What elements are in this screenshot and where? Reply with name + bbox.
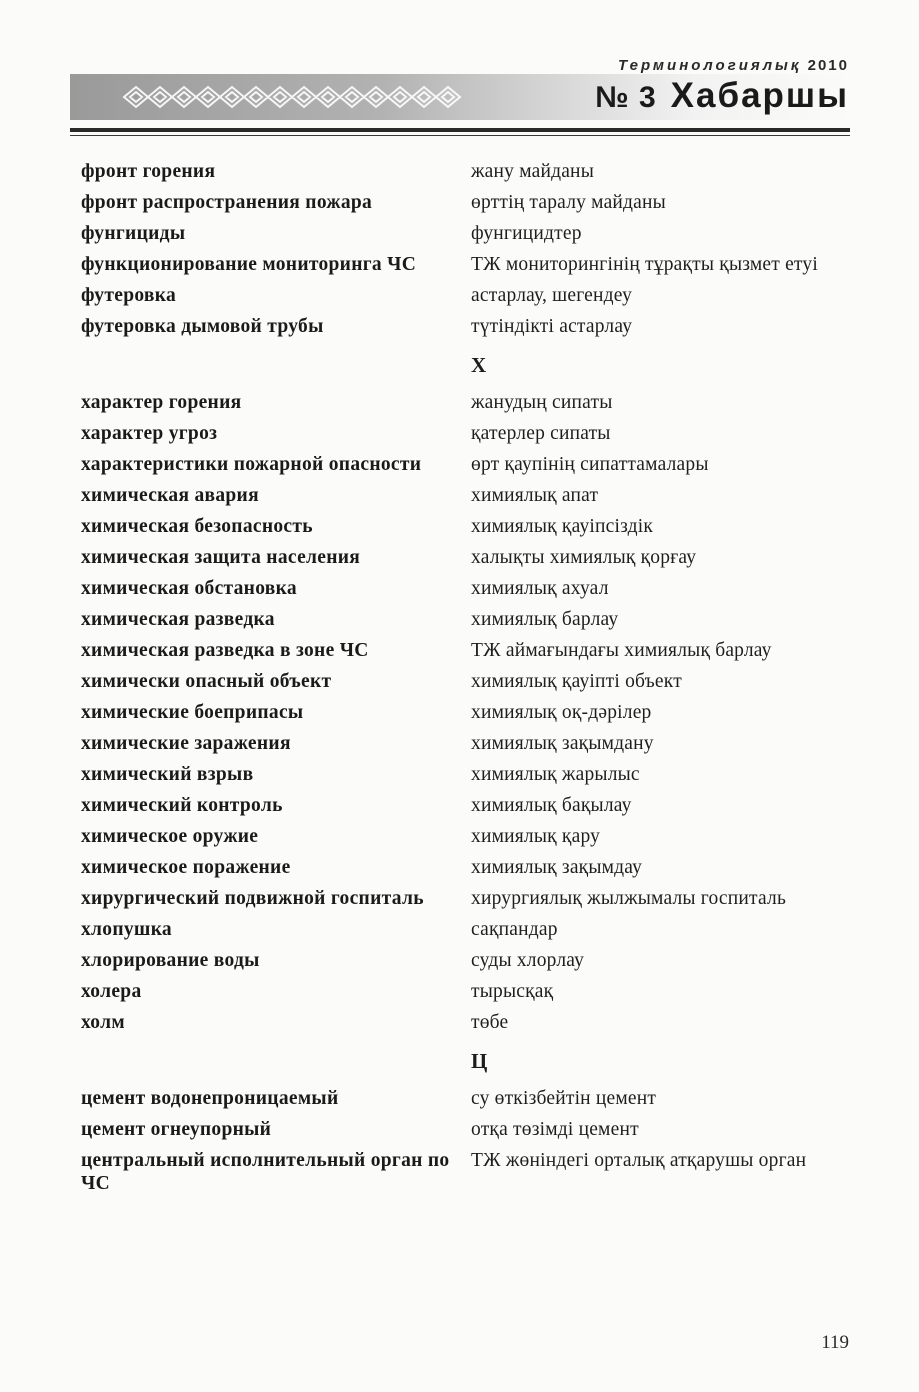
glossary-entry [81,918,851,941]
kazakh-term: отқа төзімді цемент [471,1119,639,1140]
russian-term: центральный исполнительный орган по ЧС [81,1150,450,1194]
russian-term: фронт распространения пожара [81,192,373,213]
kazakh-term: сақпандар [471,919,558,940]
kazakh-term: химиялық қауіпті объект [471,671,682,692]
russian-term: цемент водонепроницаемый [81,1088,339,1109]
glossary-entry [81,422,851,445]
kazakh-term: өрт қаупінің сипаттамалары [471,454,709,475]
russian-term: химическая защита населения [81,547,361,568]
russian-term: химическая безопасность [81,516,313,537]
russian-term: химически опасный объект [81,671,332,692]
glossary-entry [81,315,851,338]
kazakh-term: химиялық жарылыс [471,764,640,785]
russian-term: функционирование мониторинга ЧС [81,254,417,275]
section-letter: Х [471,353,487,377]
glossary-entry [81,608,851,631]
russian-term: характер горения [81,392,242,413]
russian-term: химический взрыв [81,764,254,785]
page-number: 119 [821,1332,849,1353]
glossary-entry [81,1118,851,1141]
kazakh-term: химиялық қауіпсіздік [471,516,654,537]
russian-term: химическое оружие [81,826,259,847]
section-letter-row [81,353,851,377]
russian-term: цемент огнеупорный [81,1119,272,1140]
glossary-entry [81,160,851,183]
kazakh-term: химиялық бақылау [471,795,632,816]
letter-spacer [81,353,471,377]
kazakh-term: хирургиялық жылжымалы госпиталь [471,888,787,909]
glossary-entry [81,639,851,662]
glossary-entry [81,825,851,848]
kazakh-term: түтіндікті астарлау [471,316,633,337]
russian-term: хирургический подвижной госпиталь [81,888,424,909]
section-letter: Ц [471,1049,488,1073]
kazakh-term: суды хлорлау [471,950,585,971]
glossary-entry [81,732,851,755]
glossary-entry [81,284,851,307]
glossary-entry [81,191,851,214]
russian-term: химическое поражение [81,857,291,878]
glossary-entry [81,577,851,600]
russian-term: химическая разведка в зоне ЧС [81,640,369,661]
kazakh-term: химиялық зақымдану [471,733,654,754]
russian-term: холм [81,1012,125,1033]
kazakh-term: химиялық оқ-дәрілер [471,702,652,723]
kazakh-term: химиялық ахуал [471,578,609,599]
kazakh-term: төбе [471,1012,509,1033]
issue-number: № 3 [595,81,657,114]
glossary-entry [81,1087,851,1110]
glossary-entry [81,515,851,538]
russian-term: химическая разведка [81,609,275,630]
kazakh-term: химиялық қару [471,826,601,847]
glossary-content [81,160,851,1203]
russian-term: химические заражения [81,733,291,754]
glossary-entry [81,391,851,414]
header-rule-thick [70,128,850,132]
russian-term: хлопушка [81,919,172,940]
kazakh-term: астарлау, шегендеу [471,285,633,306]
glossary-entry [81,222,851,245]
page-header [0,0,919,150]
glossary-entry [81,887,851,910]
russian-term: химические боеприпасы [81,702,304,723]
glossary-entry [81,949,851,972]
russian-term: хлорирование воды [81,950,260,971]
glossary-entry [81,1149,851,1195]
glossary-entry [81,856,851,879]
glossary-entry [81,794,851,817]
kazakh-term: химиялық барлау [471,609,619,630]
kazakh-term: су өткізбейтін цемент [471,1088,657,1109]
kazakh-term: қатерлер сипаты [471,423,611,444]
journal-name: Терминологиялық [618,57,802,74]
glossary-entry [81,701,851,724]
kazakh-term: тырысқақ [471,981,554,1002]
kazakh-term: химиялық зақымдау [471,857,643,878]
russian-term: фунгициды [81,223,186,244]
glossary-entry [81,670,851,693]
glossary-entry [81,1011,851,1034]
kazakh-term: ТЖ жөніндегі орталық атқарушы орган [471,1150,807,1171]
glossary-entry [81,453,851,476]
header-rule-thin [70,135,850,136]
glossary-entry [81,484,851,507]
kazakh-term: өрттің таралу майданы [471,192,666,213]
kazakh-term: ТЖ мониторингінің тұрақты қызмет етуі [471,254,818,275]
russian-term: футеровка [81,285,177,306]
russian-term: химический контроль [81,795,283,816]
kazakh-term: жану майданы [471,161,594,182]
letter-spacer [81,1049,471,1073]
glossary-entry [81,253,851,276]
kazakh-term: фунгицидтер [471,223,582,244]
kazakh-term: жанудың сипаты [471,392,613,413]
journal-title: Хабаршы [670,76,849,115]
russian-term: химическая авария [81,485,259,506]
russian-term: футеровка дымовой трубы [81,316,324,337]
kazakh-term: халықты химиялық қорғау [471,547,697,568]
kazakh-term: ТЖ аймағындағы химиялық барлау [471,640,772,661]
issue-title [595,76,849,116]
russian-term: характеристики пожарной опасности [81,454,422,475]
journal-line [618,57,849,74]
ornament-pattern [122,84,472,110]
section-letter-row [81,1049,851,1073]
russian-term: характер угроз [81,423,218,444]
glossary-entry [81,980,851,1003]
glossary-entry [81,763,851,786]
russian-term: холера [81,981,142,1002]
journal-year: 2010 [807,57,849,74]
russian-term: фронт горения [81,161,216,182]
glossary-entry [81,546,851,569]
kazakh-term: химиялық апат [471,485,599,506]
russian-term: химическая обстановка [81,578,297,599]
